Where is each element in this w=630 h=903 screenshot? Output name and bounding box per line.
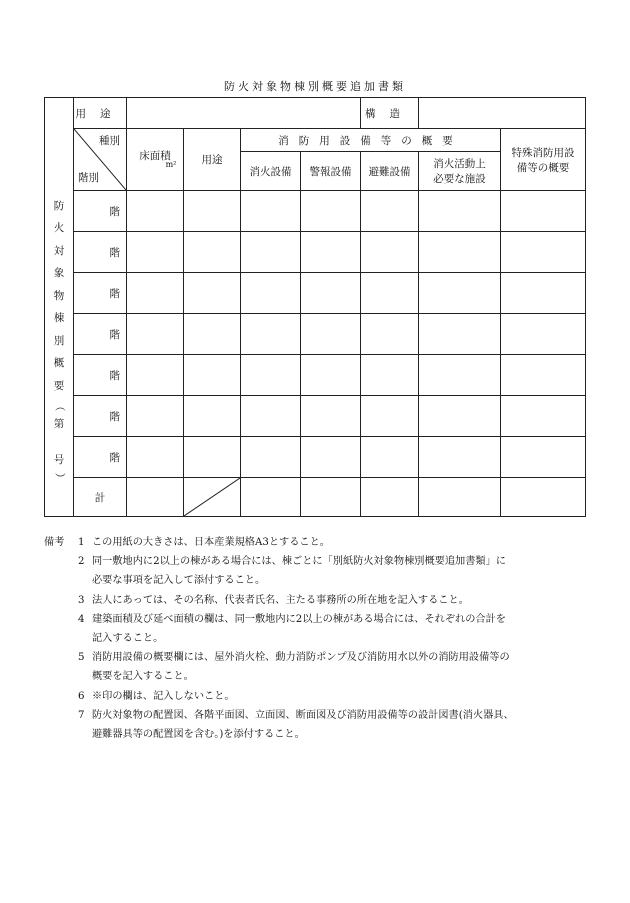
use-cell[interactable]	[184, 355, 241, 396]
side-label-char: 要	[53, 379, 65, 392]
area-cell[interactable]	[127, 273, 184, 314]
table-row	[45, 314, 586, 355]
total-use-crossed-cell	[184, 478, 241, 517]
area-header	[127, 129, 184, 191]
evac-cell[interactable]	[361, 191, 419, 232]
note-continuation: 記入すること。	[92, 633, 164, 645]
alarm-cell[interactable]	[301, 437, 361, 478]
special-cell[interactable]	[501, 273, 586, 314]
fire-extinguishing-header: 消火設備	[241, 152, 301, 191]
area-cell[interactable]	[127, 191, 184, 232]
table-row	[45, 355, 586, 396]
total-fire-ext-cell[interactable]	[241, 478, 301, 517]
total-alarm-cell[interactable]	[301, 478, 361, 517]
area-cell[interactable]	[127, 355, 184, 396]
special-equipment-line2: 備等の概要	[516, 161, 570, 174]
note-text: 消防用設備の概要欄には、屋外消火栓、動力消防ポンプ及び消防用水以外の消防用設備等の	[92, 652, 510, 664]
fire-ext-cell[interactable]	[241, 191, 301, 232]
floor-label: 階	[74, 437, 127, 478]
table-row	[45, 396, 586, 437]
use-cell[interactable]	[184, 273, 241, 314]
side-label-dai: 第	[53, 418, 65, 430]
use-label: 用途	[74, 98, 127, 129]
alarm-cell[interactable]	[301, 191, 361, 232]
species-header: 種別	[99, 135, 120, 147]
structure-value[interactable]	[419, 98, 586, 129]
note-continuation: 必要な事項を記入して添付すること。	[92, 575, 266, 587]
alarm-cell[interactable]	[301, 232, 361, 273]
species-floor-header	[74, 129, 127, 191]
note-number: 3	[78, 594, 85, 606]
note-item	[44, 533, 604, 552]
evac-cell[interactable]	[361, 437, 419, 478]
note-number: 5	[78, 652, 85, 664]
alarm-cell[interactable]	[301, 273, 361, 314]
alarm-header: 警報設備	[301, 152, 361, 191]
note-item	[44, 552, 604, 571]
note-item	[44, 706, 604, 725]
evac-cell[interactable]	[361, 396, 419, 437]
floor-label: 階	[74, 232, 127, 273]
special-cell[interactable]	[501, 191, 586, 232]
evacuation-header: 避難設備	[361, 152, 419, 191]
total-evac-cell[interactable]	[361, 478, 419, 517]
equipment-overview-header: 消防用設備等の概要	[241, 129, 501, 152]
note-continuation: 避難器具等の配置図を含む。)を添付すること。	[92, 729, 305, 741]
floor-label: 階	[74, 191, 127, 232]
firefighting-cell[interactable]	[419, 437, 501, 478]
overview-table	[44, 97, 586, 517]
special-equipment-line1: 特殊消防用設	[511, 146, 575, 159]
note-text: この用紙の大きさは、日本産業規格A3とすること。	[92, 537, 330, 548]
structure-label: 構造	[361, 98, 419, 129]
alarm-cell[interactable]	[301, 355, 361, 396]
side-label-char: 別	[53, 334, 65, 347]
note-number: 2	[78, 556, 85, 568]
note-text: 防火対象物の配置図、各階平面図、立面図、断面図及び消防用設備等の設計図書(消火器具、	[92, 709, 514, 721]
firefighting-cell[interactable]	[419, 232, 501, 273]
fire-ext-cell[interactable]	[241, 314, 301, 355]
use-value[interactable]	[127, 98, 361, 129]
note-number: 4	[78, 613, 85, 625]
note-number: 7	[78, 709, 85, 721]
note-text: 法人にあっては、その名称、代表者氏名、主たる事務所の所在地を記入すること。	[92, 594, 469, 606]
evac-cell[interactable]	[361, 273, 419, 314]
area-cell[interactable]	[127, 437, 184, 478]
floor-label: 階	[74, 314, 127, 355]
total-special-cell[interactable]	[501, 478, 586, 517]
use-cell[interactable]	[184, 232, 241, 273]
use-cell[interactable]	[184, 396, 241, 437]
area-cell[interactable]	[127, 314, 184, 355]
total-label: 計	[74, 478, 127, 517]
firefighting-cell[interactable]	[419, 396, 501, 437]
fire-ext-cell[interactable]	[241, 232, 301, 273]
side-label-char: 物	[53, 289, 65, 302]
use-cell[interactable]	[184, 437, 241, 478]
side-label-char: 防	[53, 199, 65, 212]
side-label-char: 概	[53, 357, 65, 369]
special-cell[interactable]	[501, 396, 586, 437]
side-label-char: 火	[53, 222, 65, 234]
alarm-cell[interactable]	[301, 396, 361, 437]
notes-section	[44, 533, 604, 744]
floor-label: 階	[74, 355, 127, 396]
table-row	[45, 232, 586, 273]
side-label-paren-close: ）	[53, 472, 65, 484]
firefighting-cell[interactable]	[419, 191, 501, 232]
evac-cell[interactable]	[361, 232, 419, 273]
firefighting-cell[interactable]	[419, 273, 501, 314]
table-row	[45, 191, 586, 232]
side-label-paren-open: （	[53, 400, 65, 412]
note-text: 建築面積及び延べ面積の欄は、同一敷地内に2以上の棟がある場合には、それぞれの合計を	[92, 613, 506, 625]
area-unit: m²	[165, 159, 177, 169]
fire-ext-cell[interactable]	[241, 355, 301, 396]
side-label-go: 号	[53, 454, 65, 466]
evac-cell[interactable]	[361, 355, 419, 396]
special-cell[interactable]	[501, 314, 586, 355]
use-header: 用途	[184, 129, 241, 191]
note-text: ※印の欄は、記入しないこと。	[92, 690, 235, 702]
floor-label: 階	[74, 396, 127, 437]
side-label-char: 対	[53, 244, 65, 257]
note-continuation: 概要を記入すること。	[92, 671, 194, 683]
total-area-cell[interactable]	[127, 478, 184, 517]
note-number: 6	[78, 690, 85, 702]
side-label-char: 棟	[53, 312, 65, 324]
area-cell[interactable]	[127, 396, 184, 437]
firefighting-cell[interactable]	[419, 355, 501, 396]
use-cell[interactable]	[184, 314, 241, 355]
total-firefighting-cell[interactable]	[419, 478, 501, 517]
special-equipment-header	[501, 129, 586, 191]
page-title: 防火対象物棟別概要追加書類	[224, 80, 406, 93]
evac-cell[interactable]	[361, 314, 419, 355]
floor-label: 階	[74, 273, 127, 314]
area-cell[interactable]	[127, 232, 184, 273]
side-label-char: 象	[53, 267, 65, 279]
floor-column-header: 階別	[78, 172, 99, 184]
fire-ext-cell[interactable]	[241, 273, 301, 314]
note-item	[44, 648, 604, 667]
alarm-cell[interactable]	[301, 314, 361, 355]
special-cell[interactable]	[501, 355, 586, 396]
use-cell[interactable]	[184, 191, 241, 232]
fire-ext-cell[interactable]	[241, 396, 301, 437]
firefighting-line2: 必要な施設	[433, 173, 486, 185]
note-item	[44, 687, 604, 706]
fire-ext-cell[interactable]	[241, 437, 301, 478]
note-item	[44, 610, 604, 629]
firefighting-facility-header	[419, 152, 501, 191]
diagonal-line	[184, 478, 240, 516]
side-label	[45, 98, 74, 517]
special-cell[interactable]	[501, 232, 586, 273]
firefighting-cell[interactable]	[419, 314, 501, 355]
table-row	[45, 273, 586, 314]
special-cell[interactable]	[501, 437, 586, 478]
note-number: 1	[78, 537, 85, 548]
total-row	[45, 478, 586, 517]
note-item	[44, 591, 604, 610]
table-row	[45, 437, 586, 478]
area-header-label: 床面積	[139, 149, 171, 162]
firefighting-line1: 消火活動上	[433, 158, 486, 170]
notes-heading: 備考	[44, 537, 65, 548]
note-text: 同一敷地内に2以上の棟がある場合には、棟ごとに「別紙防火対象物棟別概要追加書類」に	[92, 556, 506, 568]
